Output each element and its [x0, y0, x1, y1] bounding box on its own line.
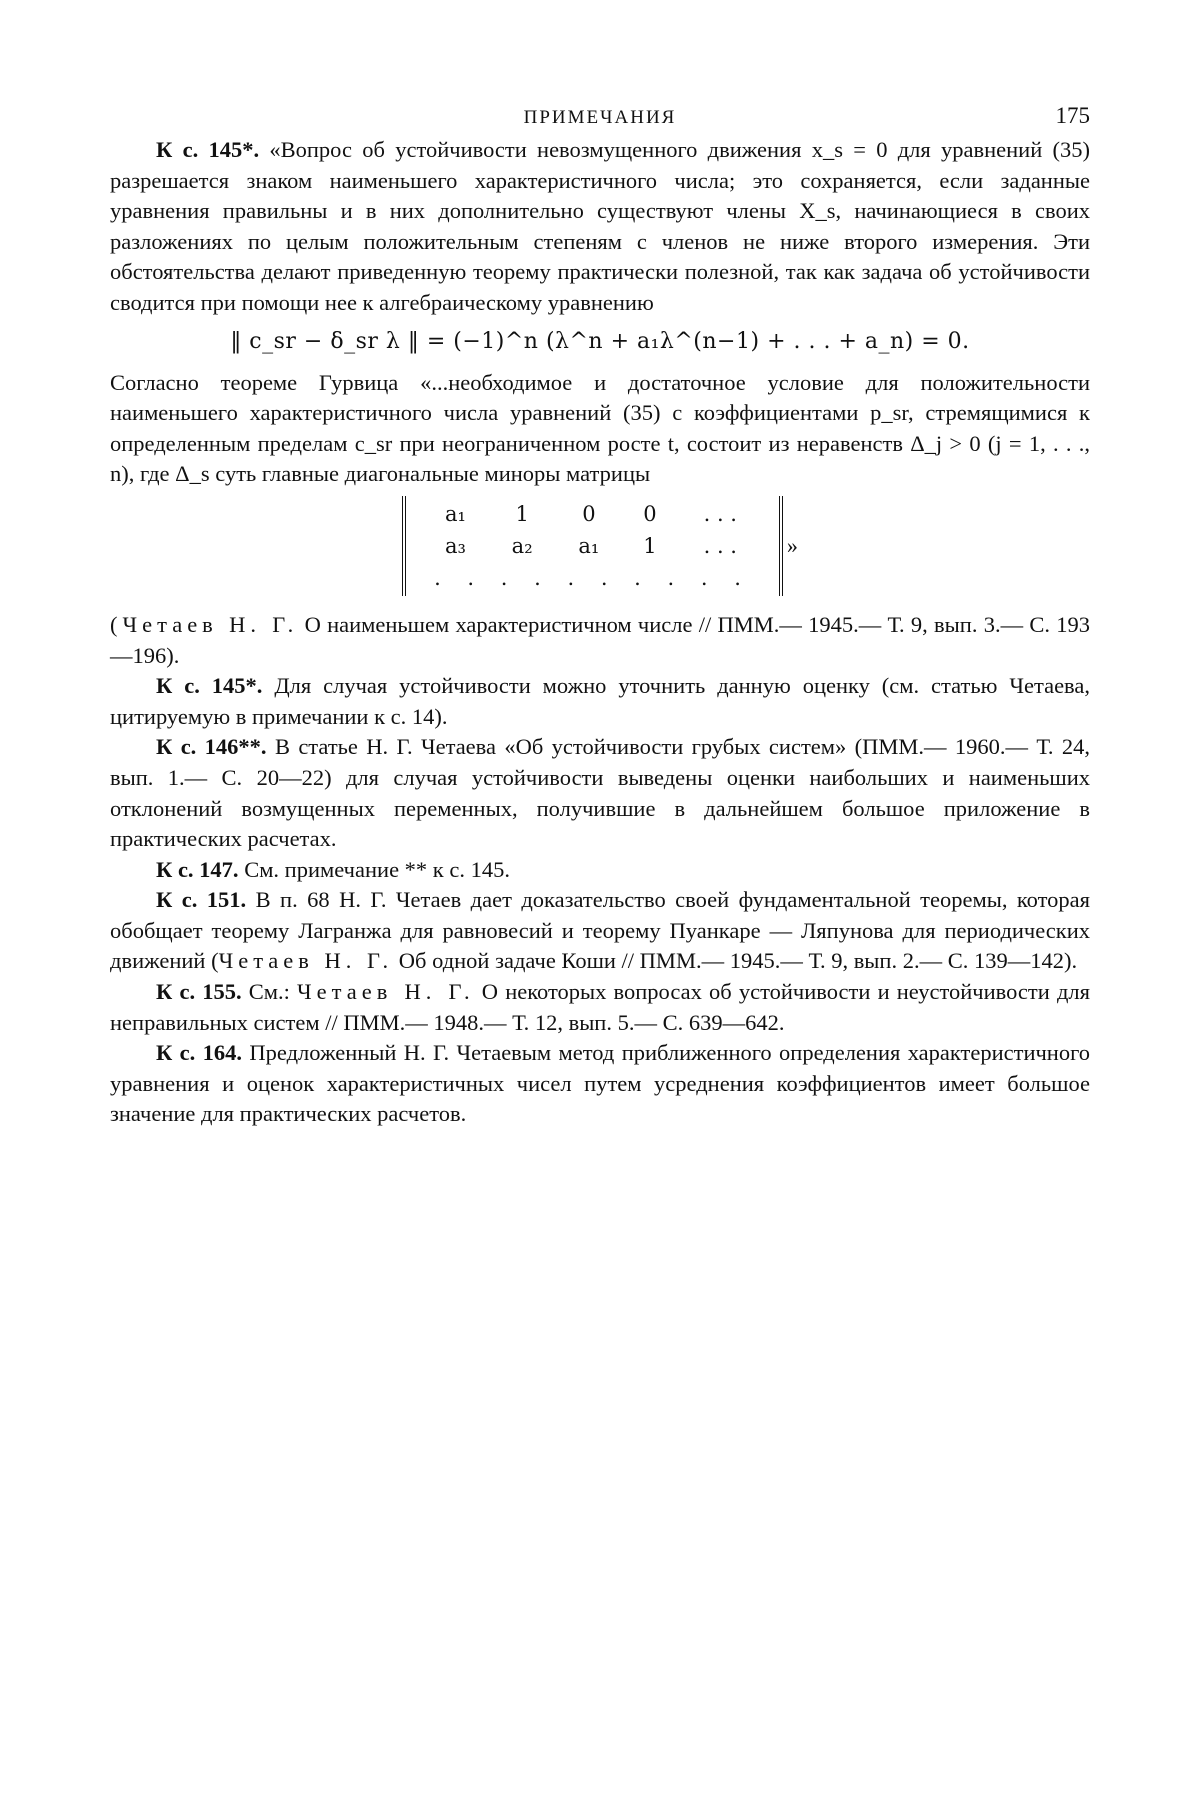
matrix-cell: 0 [643, 501, 657, 526]
note-155 [110, 977, 1090, 1038]
note-text: См.: [248, 979, 290, 1005]
matrix-cell: . . . [703, 533, 737, 558]
matrix-cell: a₁ [444, 501, 466, 526]
matrix-cell: . . . [703, 501, 737, 526]
note-ref: К с. 146**. [156, 734, 267, 760]
author-name: Четаев Н. Г. [218, 948, 394, 974]
note-164 [110, 1038, 1090, 1130]
note-text: «Вопрос об устойчивости невозмущенного движения x_s = 0 для уравнений (35) разрешается знаком наименьшего характеристичного числа; это сохраняется, если заданные уравнения правильны и в них дополнительно существуют члены X_s, начинающиеся в своих разложениях по целым положительным степеням с членов не ниже второго измерения. Эти обстоятельства делают приведенную теорему практически полезной, так как задача об устойчивости сводится при помощи нее к алгебраическому уравнению [110, 137, 1091, 315]
note-146 [110, 732, 1090, 854]
note-text: Для случая устойчивости можно уточнить данную оценку (см. статью Четаева, цитируемую в примечании к с. 14). [110, 673, 1090, 729]
note-text: В статье Н. Г. Четаева «Об устойчивости грубых систем» (ПММ.— 1960.— Т. 24, вып. 1.— С. 20—22) для случая устойчивости выведены оценки наибольших и наименьших отклонений возмущенных переменных, получившие в дальнейшем большое приложение в практических расчетах. [110, 734, 1090, 852]
matrix-closing-quote: » [786, 532, 798, 558]
page [110, 95, 1090, 1130]
matrix-row [422, 530, 763, 562]
note-text: См. примечание ** к с. 145. [244, 856, 510, 882]
matrix-cell: a₁ [578, 533, 600, 558]
hurwitz-matrix [110, 496, 1090, 596]
matrix-cell: 1 [643, 533, 657, 558]
matrix-cell: a₂ [511, 533, 533, 558]
characteristic-equation: ‖ c_sr − δ_sr λ ‖ = (−1)^n (λ^n + a₁λ^(n−1) + . . . + a_n) = 0. [230, 328, 970, 354]
matrix-cell: a₃ [444, 533, 466, 558]
author-name: Четаев Н. Г. [297, 979, 475, 1005]
note-145-star [110, 135, 1090, 319]
note-ref: К с. 155. [156, 979, 242, 1005]
note-ref: К с. 151. [156, 887, 247, 913]
matrix-row [422, 498, 763, 530]
note-text: О наименьшем характеристичном числе // ПММ.— 1945.— Т. 9, вып. 3.— С. 193—196). [110, 611, 1090, 668]
matrix-brackets [402, 496, 783, 596]
matrix-cell: 0 [582, 501, 596, 526]
running-head [110, 95, 1090, 135]
note-text: О некоторых вопросах об устойчивости и неустойчивости для неправильных систем // ПММ.— 1948.— Т. 12, вып. 5.— С. 639—642. [110, 979, 1090, 1035]
note-text: Предложенный Н. Г. Четаевым метод приближенного определения характеристичного уравнения и оценок характеристичных чисел путем усреднения коэффициентов имеет большое значение для практических расчетов. [110, 1040, 1091, 1127]
note-text: В п. 68 Н. Г. Четаев дает доказательство своей фундаментальной теоремы, которая обобщает теорему Лагранжа для равновесий и теорему Пуанкаре — Ляпунова для периодических движений ( [110, 887, 1090, 974]
matrix-row [422, 562, 763, 594]
note-147 [110, 855, 1090, 886]
note-ref: К с. 145*. [156, 137, 260, 162]
note-text: Согласно теореме Гурвица «...необходимое и достаточное условие для положительности наименьшего характеристичного числа уравнений (35) с коэффициентами p_sr, стремящимися к определенным пределам c_sr при неограниченном росте t, состоит из неравенств Δ_j > 0 (j = 1, . . ., n), где Δ_s суть главные диагональные миноры матрицы [110, 369, 1090, 487]
matrix-cell: 1 [515, 501, 529, 526]
note-ref: К с. 164. [156, 1040, 243, 1066]
hurwitz-paragraph [110, 368, 1090, 490]
note-ref: К с. 147. [156, 856, 239, 882]
author-name: (Четаев Н. Г. [110, 611, 299, 637]
page-number: 175 [1055, 103, 1090, 128]
note-text: Об одной задаче Коши // ПММ.— 1945.— Т. 9, вып. 2.— С. 139—142). [398, 948, 1078, 974]
running-title: ПРИМЕЧАНИЯ [523, 107, 677, 128]
note-145-star-2 [110, 671, 1090, 732]
note-151 [110, 885, 1090, 977]
note-ref: К с. 145*. [156, 673, 263, 699]
matrix-cell: . . . . . . . . . . [434, 565, 751, 590]
chetaev-reference-1945 [110, 610, 1090, 671]
